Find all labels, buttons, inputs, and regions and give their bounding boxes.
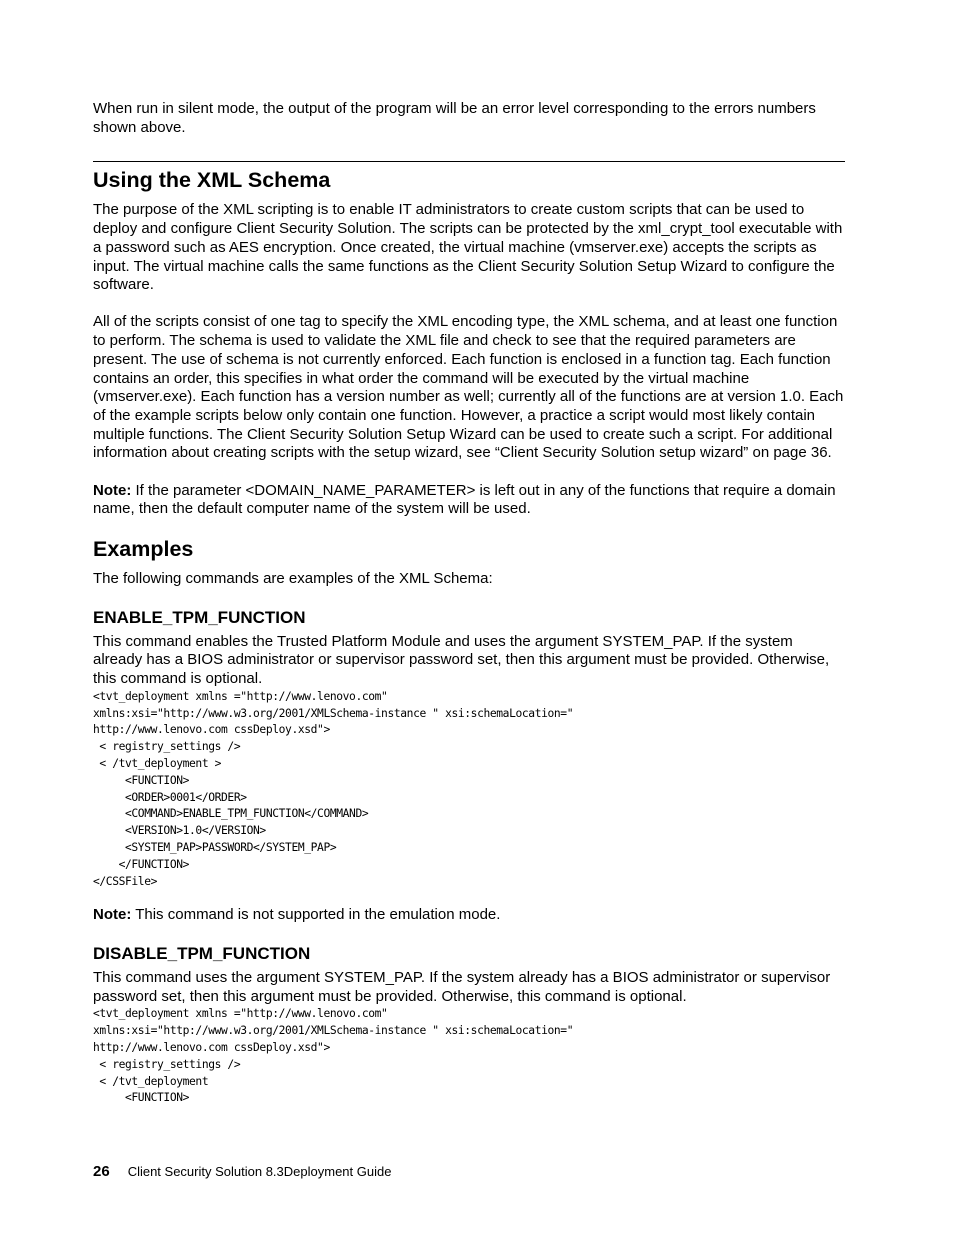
examples-intro: The following commands are examples of the XML Schema: — [93, 569, 493, 587]
disable-tpm-description: This command uses the argument SYSTEM_PAP. If the system already has a BIOS administrator or supervisor password set, then this argument must be provided. Otherwise, this command is optional. — [93, 969, 831, 1005]
note-text: If the parameter <DOMAIN_NAME_PARAMETER> is left out in any of the functions that require a domain name, then the default computer name of the system will be used. — [93, 481, 836, 518]
domain-note — [93, 482, 845, 519]
page-footer — [93, 1163, 391, 1180]
enable-tpm-title: ENABLE_TPM_FUNCTION — [93, 607, 306, 627]
xml-schema-paragraph-1: The purpose of the XML scripting is to enable IT administrators to create custom scripts that can be used to deploy and configure Client Security Solution. The scripts can be protected by the xml_crypt_tool executable with a password such as AES encryption. Once created, the virtual machine (vmserver.exe) accepts the scripts as input. The virtual machine calls the same functions as the Client Security Solution Setup Wizard to configure the software. — [93, 201, 843, 294]
section-title-xml-schema: Using the XML Schema — [93, 168, 331, 193]
enable-tpm-description: This command enables the Trusted Platform Module and uses the argument SYSTEM_PAP. If the system already has a BIOS administrator or supervisor password set, then this argument must be provided. Otherwise, this command is optional. — [93, 632, 830, 688]
page-content — [93, 100, 845, 1107]
footer-title: Client Security Solution 8.3Deployment Guide — [127, 1164, 392, 1179]
note-label: Note: — [93, 906, 132, 924]
section-title-examples: Examples — [93, 536, 194, 561]
intro-paragraph: When run in silent mode, the output of the program will be an error level corresponding to the errors numbers shown above. — [93, 100, 816, 136]
page-number: 26 — [93, 1163, 110, 1180]
note-text: This command is not supported in the emulation mode. — [131, 906, 501, 924]
section-divider — [93, 161, 845, 162]
disable-tpm-code: <tvt_deployment xmlns ="http://www.lenovo.com" xmlns:xsi="http://www.w3.org/2001/XMLSchema-instance " xsi:schemaLocation=" http://www.lenovo.com cssDeploy.xsd"> < registry_settings /> < /tvt_deployment <FUNCTION> — [93, 1007, 574, 1105]
note-label: Note: — [93, 481, 132, 499]
enable-tpm-note — [93, 906, 845, 925]
xml-schema-paragraph-2: All of the scripts consist of one tag to specify the XML encoding type, the XML schema, and at least one function to perform. The schema is used to validate the XML file and check to see that the required parameters are present. The use of schema is not currently enforced. Each function is enclosed in a function tag. Each function contains an order, this specifies in what order the command will be executed by the virtual machine (vmserver.exe). Each function has a version number as well; currently all of the functions are at version 1.0. Each of the example scripts below only contain one function. However, a practice a script would most likely contain multiple functions. The Client Security Solution Setup Wizard can be used to create such a script. For additional information about creating scripts with the setup wizard, see “Client Security Solution setup wizard” on page 36. — [93, 313, 844, 462]
enable-tpm-code: <tvt_deployment xmlns ="http://www.lenovo.com" xmlns:xsi="http://www.w3.org/2001/XMLSchema-instance " xsi:schemaLocation=" http://www.lenovo.com cssDeploy.xsd"> < registry_settings /> < /tvt_deployment > <FUNCTION> <ORDER>0001</ORDER> <COMMAND>ENABLE_TPM_FUNCTION</COMMAND> <VERSION>1.0</VERSION> <SYSTEM_PAP>PASSWORD</SYSTEM_PAP> </FUNCTION> </CSSFile> — [93, 689, 574, 888]
disable-tpm-title: DISABLE_TPM_FUNCTION — [93, 944, 311, 964]
